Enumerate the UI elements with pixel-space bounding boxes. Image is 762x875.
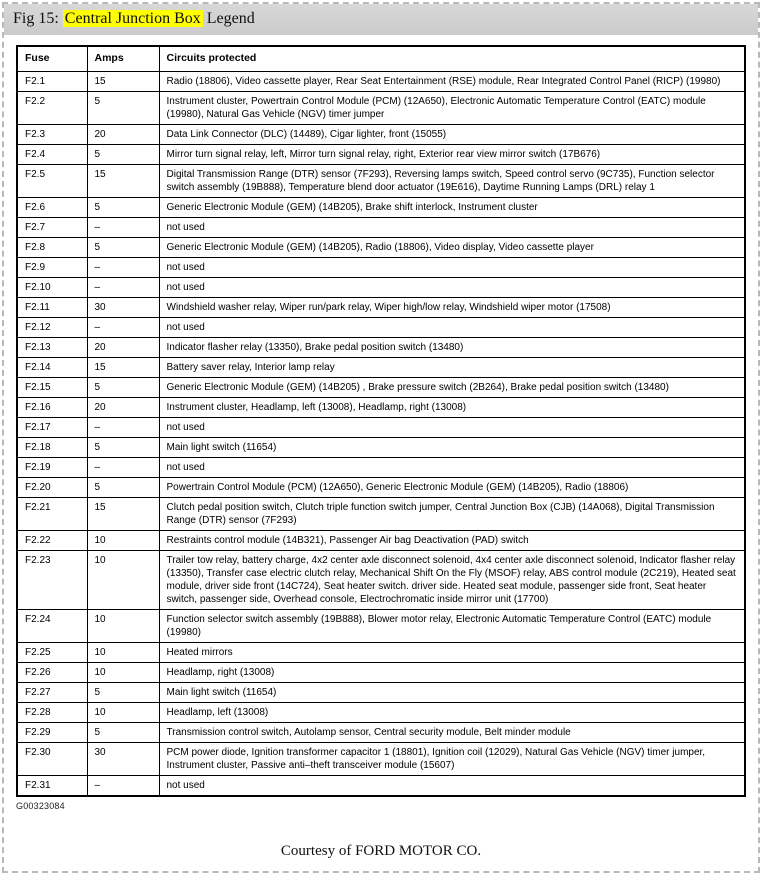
- circuits-cell: Instrument cluster, Headlamp, left (13008), Headlamp, right (13008): [159, 397, 745, 417]
- amps-cell: 5: [87, 477, 159, 497]
- circuits-cell: Main light switch (11654): [159, 682, 745, 702]
- circuits-cell: Battery saver relay, Interior lamp relay: [159, 357, 745, 377]
- table-row: [17, 377, 745, 397]
- figure-title-prefix: Fig 15:: [13, 10, 63, 27]
- amps-cell: 30: [87, 297, 159, 317]
- amps-cell: 5: [87, 237, 159, 257]
- table-row: [17, 144, 745, 164]
- amps-cell: 15: [87, 71, 159, 91]
- fuse-cell: F2.4: [17, 144, 87, 164]
- highlighted-title-text: Central Junction Box: [64, 10, 201, 27]
- amps-cell: 20: [87, 397, 159, 417]
- table-row: [17, 257, 745, 277]
- circuits-cell: Generic Electronic Module (GEM) (14B205), Brake shift interlock, Instrument cluster: [159, 197, 745, 217]
- table-row: [17, 417, 745, 437]
- amps-cell: 5: [87, 682, 159, 702]
- fuse-cell: F2.17: [17, 417, 87, 437]
- fuse-cell: F2.6: [17, 197, 87, 217]
- circuits-cell: Generic Electronic Module (GEM) (14B205) , Brake pressure switch (2B264), Brake pedal position switch (13480): [159, 377, 745, 397]
- fuse-cell: F2.18: [17, 437, 87, 457]
- amps-cell: –: [87, 775, 159, 796]
- table-row: [17, 437, 745, 457]
- table-row: [17, 124, 745, 144]
- table-row: [17, 702, 745, 722]
- fuse-cell: F2.8: [17, 237, 87, 257]
- table-row: [17, 497, 745, 530]
- fuse-cell: F2.7: [17, 217, 87, 237]
- amps-cell: 5: [87, 722, 159, 742]
- fuse-cell: F2.3: [17, 124, 87, 144]
- amps-cell: –: [87, 277, 159, 297]
- circuits-cell: Generic Electronic Module (GEM) (14B205), Radio (18806), Video display, Video cassette player: [159, 237, 745, 257]
- table-row: [17, 164, 745, 197]
- fuse-cell: F2.24: [17, 609, 87, 642]
- amps-cell: 10: [87, 662, 159, 682]
- fuse-cell: F2.1: [17, 71, 87, 91]
- circuits-cell: Headlamp, right (13008): [159, 662, 745, 682]
- table-row: [17, 197, 745, 217]
- table-row: [17, 662, 745, 682]
- amps-cell: 10: [87, 609, 159, 642]
- fuse-cell: F2.16: [17, 397, 87, 417]
- fuse-cell: F2.2: [17, 91, 87, 124]
- circuits-cell: Data Link Connector (DLC) (14489), Cigar lighter, front (15055): [159, 124, 745, 144]
- amps-cell: 30: [87, 742, 159, 775]
- circuits-cell: Indicator flasher relay (13350), Brake pedal position switch (13480): [159, 337, 745, 357]
- table-row: [17, 742, 745, 775]
- table-body: [17, 71, 745, 796]
- table-row: [17, 217, 745, 237]
- circuits-cell: not used: [159, 277, 745, 297]
- column-header-amps: Amps: [87, 46, 159, 71]
- table-container: [4, 35, 758, 797]
- page-frame: [2, 2, 760, 873]
- figure-title-suffix: Legend: [202, 10, 255, 27]
- fuse-cell: F2.27: [17, 682, 87, 702]
- amps-cell: –: [87, 257, 159, 277]
- fuse-cell: F2.11: [17, 297, 87, 317]
- circuits-cell: Transmission control switch, Autolamp sensor, Central security module, Belt minder module: [159, 722, 745, 742]
- amps-cell: –: [87, 217, 159, 237]
- circuits-cell: not used: [159, 317, 745, 337]
- circuits-cell: Clutch pedal position switch, Clutch triple function switch jumper, Central Junction Box (CJB) (14A068), Digital Transmission Range (DTR) sensor (7F293): [159, 497, 745, 530]
- fuse-cell: F2.23: [17, 550, 87, 609]
- amps-cell: 10: [87, 702, 159, 722]
- circuits-cell: Digital Transmission Range (DTR) sensor (7F293), Reversing lamps switch, Speed control servo (9C735), Function selector switch assembly (19B888), Temperature blend door actuator (19E616), Daytime Running Lamps (DRL) relay 1: [159, 164, 745, 197]
- circuits-cell: not used: [159, 775, 745, 796]
- amps-cell: 10: [87, 642, 159, 662]
- fuse-cell: F2.28: [17, 702, 87, 722]
- table-row: [17, 71, 745, 91]
- column-header-circuits: Circuits protected: [159, 46, 745, 71]
- amps-cell: –: [87, 457, 159, 477]
- table-header-row: [17, 46, 745, 71]
- table-row: [17, 457, 745, 477]
- amps-cell: 15: [87, 164, 159, 197]
- table-row: [17, 91, 745, 124]
- amps-cell: 5: [87, 377, 159, 397]
- circuits-cell: PCM power diode, Ignition transformer capacitor 1 (18801), Ignition coil (12029), Natural Gas Vehicle (NGV) timer jumper, Instrument cluster, Passive anti–theft transceiver module (15607): [159, 742, 745, 775]
- fuse-cell: F2.12: [17, 317, 87, 337]
- table-row: [17, 337, 745, 357]
- amps-cell: 15: [87, 497, 159, 530]
- amps-cell: 10: [87, 550, 159, 609]
- circuits-cell: not used: [159, 217, 745, 237]
- figure-title: [4, 4, 758, 35]
- table-row: [17, 682, 745, 702]
- circuits-cell: Restraints control module (14B321), Passenger Air bag Deactivation (PAD) switch: [159, 530, 745, 550]
- table-row: [17, 397, 745, 417]
- circuits-cell: Powertrain Control Module (PCM) (12A650), Generic Electronic Module (GEM) (14B205), Radio (18806): [159, 477, 745, 497]
- amps-cell: –: [87, 417, 159, 437]
- column-header-fuse: Fuse: [17, 46, 87, 71]
- amps-cell: 5: [87, 91, 159, 124]
- circuits-cell: Heated mirrors: [159, 642, 745, 662]
- fuse-cell: F2.19: [17, 457, 87, 477]
- circuits-cell: Windshield washer relay, Wiper run/park relay, Wiper high/low relay, Windshield wiper motor (17508): [159, 297, 745, 317]
- fuse-legend-table: [16, 45, 746, 797]
- table-row: [17, 317, 745, 337]
- figure-id: G00323084: [16, 800, 65, 811]
- fuse-cell: F2.31: [17, 775, 87, 796]
- table-row: [17, 609, 745, 642]
- fuse-cell: F2.15: [17, 377, 87, 397]
- circuits-cell: Trailer tow relay, battery charge, 4x2 center axle disconnect solenoid, 4x4 center axle disconnect solenoid, Indicator flasher relay (13350), Transfer case electric clutch relay, Mechanical Shift On the Fly (MSOF) relay, ABS control module (2C219), Heated seat module, driver side front (14C724), Seat heater switch. driver side. Heated seat module, passenger side front, Seat heater switch, passenger side, Overhead console, Electrochromatic inside mirror unit (17700): [159, 550, 745, 609]
- circuits-cell: Mirror turn signal relay, left, Mirror turn signal relay, right, Exterior rear view mirror switch (17B676): [159, 144, 745, 164]
- fuse-cell: F2.29: [17, 722, 87, 742]
- circuits-cell: Main light switch (11654): [159, 437, 745, 457]
- fuse-cell: F2.20: [17, 477, 87, 497]
- fuse-cell: F2.26: [17, 662, 87, 682]
- table-row: [17, 237, 745, 257]
- fuse-cell: F2.5: [17, 164, 87, 197]
- circuits-cell: Radio (18806), Video cassette player, Rear Seat Entertainment (RSE) module, Rear Integrated Control Panel (RICP) (19980): [159, 71, 745, 91]
- fuse-cell: F2.25: [17, 642, 87, 662]
- amps-cell: 5: [87, 437, 159, 457]
- table-row: [17, 642, 745, 662]
- circuits-cell: not used: [159, 417, 745, 437]
- table-row: [17, 550, 745, 609]
- amps-cell: –: [87, 317, 159, 337]
- fuse-cell: F2.9: [17, 257, 87, 277]
- fuse-cell: F2.14: [17, 357, 87, 377]
- amps-cell: 5: [87, 144, 159, 164]
- courtesy-text: Courtesy of FORD MOTOR CO.: [280, 842, 482, 859]
- circuits-cell: Headlamp, left (13008): [159, 702, 745, 722]
- table-row: [17, 722, 745, 742]
- fuse-cell: F2.13: [17, 337, 87, 357]
- fuse-cell: F2.10: [17, 277, 87, 297]
- fuse-cell: F2.22: [17, 530, 87, 550]
- table-row: [17, 357, 745, 377]
- circuits-cell: not used: [159, 257, 745, 277]
- fuse-cell: F2.30: [17, 742, 87, 775]
- amps-cell: 10: [87, 530, 159, 550]
- amps-cell: 15: [87, 357, 159, 377]
- fuse-cell: F2.21: [17, 497, 87, 530]
- amps-cell: 5: [87, 197, 159, 217]
- table-row: [17, 297, 745, 317]
- table-row: [17, 277, 745, 297]
- table-row: [17, 477, 745, 497]
- table-row: [17, 775, 745, 796]
- amps-cell: 20: [87, 337, 159, 357]
- circuits-cell: not used: [159, 457, 745, 477]
- circuits-cell: Instrument cluster, Powertrain Control Module (PCM) (12A650), Electronic Automatic Temperature Control (EATC) module (19980), Natural Gas Vehicle (NGV) timer jumper: [159, 91, 745, 124]
- table-row: [17, 530, 745, 550]
- amps-cell: 20: [87, 124, 159, 144]
- circuits-cell: Function selector switch assembly (19B888), Blower motor relay, Electronic Automatic Temperature Control (EATC) module (19980): [159, 609, 745, 642]
